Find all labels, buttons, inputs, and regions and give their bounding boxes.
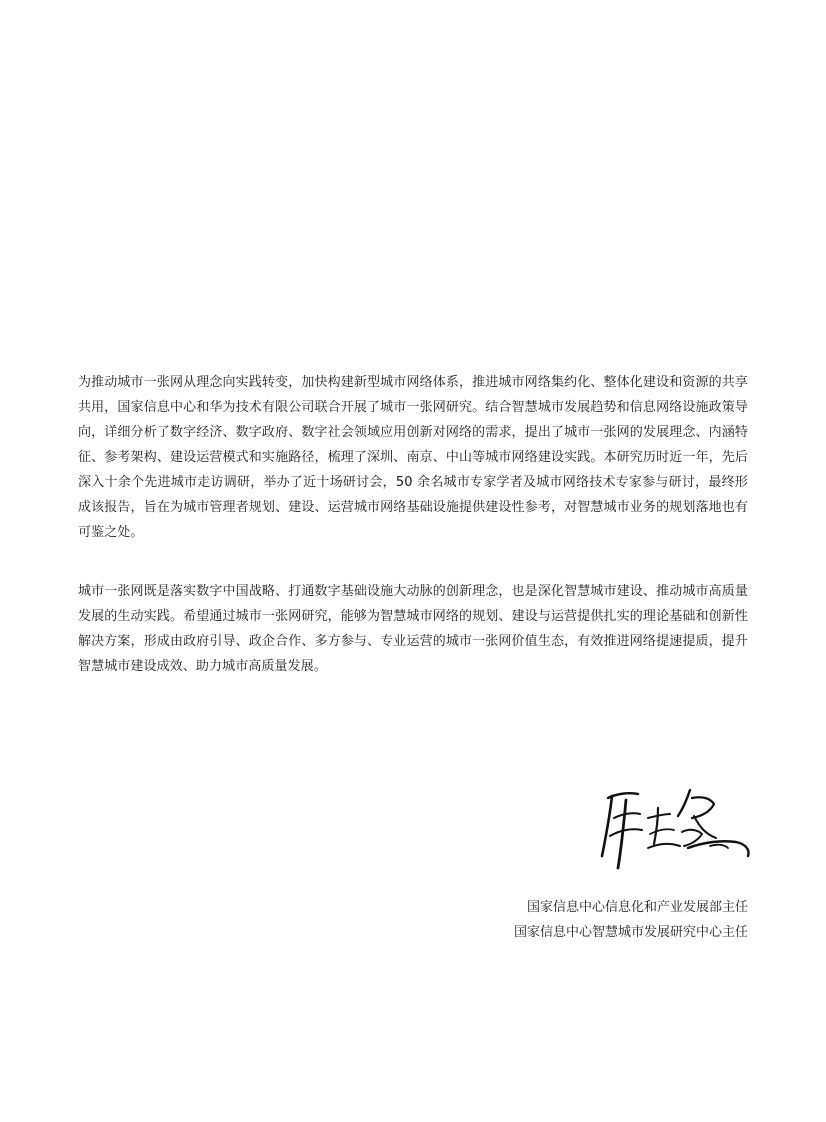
- handwritten-signature: [598, 784, 756, 874]
- paragraph-2: 城市一张网既是落实数字中国战略、打通数字基础设施大动脉的创新理念，也是深化智慧城市建设、推动城市高质量发展的生动实践。希望通过城市一张网研究，能够为智慧城市网络的规划、建设与运营提供扎实的理论基础和创新性解决方案，形成由政府引导、政企合作、多方参与、专业运营的城市一张网价值生态，有效推进网络提速提质，提升智慧城市建设成效、助力城市高质量发展。: [78, 584, 748, 674]
- body-text: [78, 370, 748, 679]
- signatory-title-2: 国家信息中心智慧城市发展研究中心主任: [513, 925, 748, 940]
- signatory-title-1: 国家信息中心信息化和产业发展部主任: [526, 900, 748, 915]
- signatory-titles: [514, 895, 748, 945]
- paragraph-1: 为推动城市一张网从理念向实践转变，加快构建新型城市网络体系，推进城市网络集约化、整体化建设和资源的共享共用，国家信息中心和华为技术有限公司联合开展了城市一张网研究。结合智慧城市发展趋势和信息网络设施政策导向，详细分析了数字经济、数字政府、数字社会领域应用创新对网络的需求，提出了城市一张网的发展理念、内涵特征、参考架构、建设运营模式和实施路径，梳理了深圳、南京、中山等城市网络建设实践。本研究历时近一年，先后深入十余个先进城市走访调研，举办了近十场研讨会，50 余名城市专家学者及城市网络技术专家参与研讨，最终形成该报告，旨在为城市管理者规划、建设、运营城市网络基础设施提供建设性参考，对智慧城市业务的规划落地也有可鉴之处。: [78, 375, 748, 540]
